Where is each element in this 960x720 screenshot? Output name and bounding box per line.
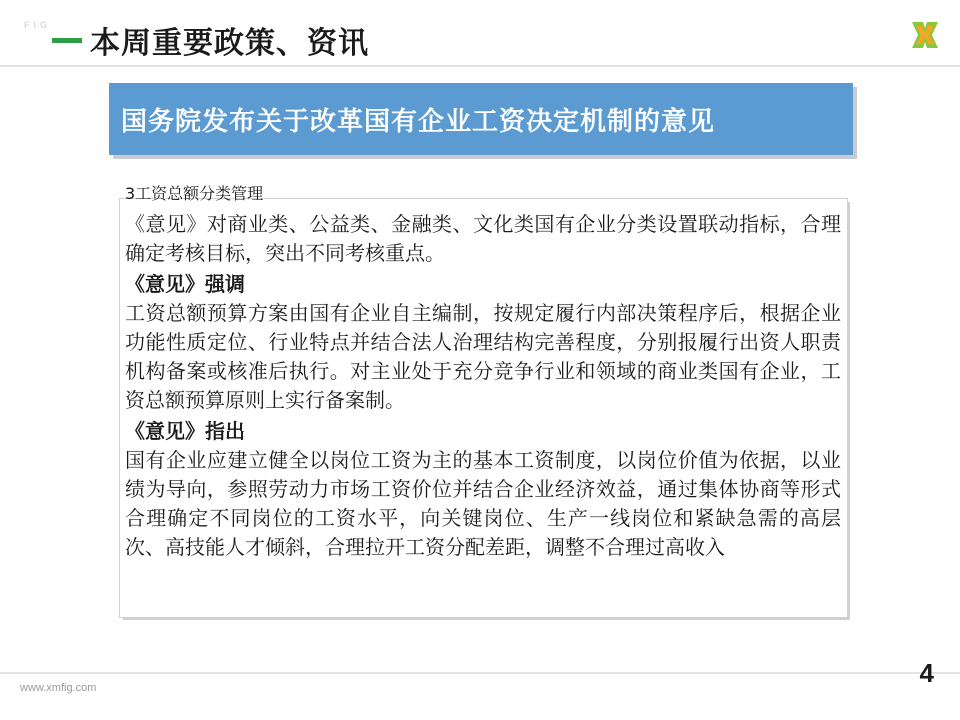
- lead-1: 《意见》强调: [125, 272, 245, 296]
- footer-url: www.xmfig.com: [20, 682, 97, 694]
- lead-2: 《意见》指出: [125, 419, 245, 443]
- banner: [109, 83, 853, 155]
- paragraph-2: 工资总额预算方案由国有企业自主编制，按规定履行内部决策程序后，根据企业功能性质定位、行业特点并结合法人治理结构完善程度，分别报履行出资人职责机构备案或核准后执行。对主业处于充分竞争行业和领域的商业类国有企业，工资总额预算原则上实行备案制。: [125, 301, 841, 412]
- brand-mark: FIG: [24, 20, 51, 30]
- page-title: 本周重要政策、资讯: [90, 26, 369, 61]
- page-number: 4: [919, 658, 934, 688]
- header-divider: [0, 65, 960, 67]
- footer-divider: [0, 672, 960, 674]
- content-text-block: [119, 182, 847, 562]
- xmfig-logo-icon: [910, 20, 940, 50]
- paragraph-3: 国有企业应建立健全以岗位工资为主的基本工资制度，以岗位价值为依据，以业绩为导向，参照劳动力市场工资价位并结合企业经济效益，通过集体协商等形式合理确定不同岗位的工资水平，向关键岗位、生产一线岗位和紧缺急需的高层次、高技能人才倾斜，合理拉开工资分配差距，调整不合理过高收入: [125, 448, 841, 559]
- slide-header: [0, 0, 960, 66]
- title-accent-dash: [52, 38, 82, 43]
- section-heading: 3工资总额分类管理: [125, 184, 264, 203]
- banner-title: 国务院发布关于改革国有企业工资决定机制的意见: [121, 106, 716, 137]
- paragraph-1: 《意见》对商业类、公益类、金融类、文化类国有企业分类设置联动指标，合理确定考核目标，突出不同考核重点。: [125, 212, 841, 265]
